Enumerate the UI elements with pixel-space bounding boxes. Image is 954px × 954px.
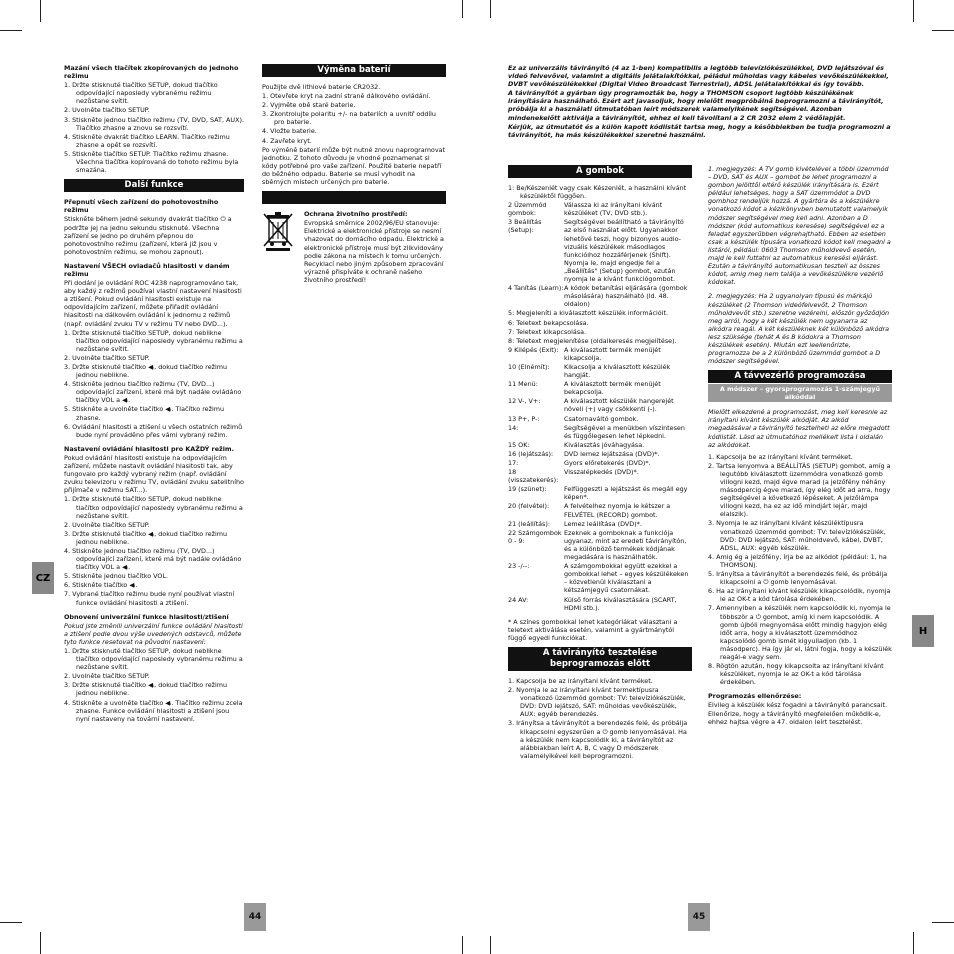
paragraph: Elvileg a készülék kész fogadni a távirányító parancsait. Ellenőrize, hogy a távirányító megfelelően működik-e, ehhez hajtsa végre a 47. oldalon leírt tesztelést.: [708, 701, 888, 726]
button-name: 3 Beállítás (Setup):: [508, 218, 542, 235]
button-description: Segítségével a menükben víszintesen és függőlegesen lehet lépkedni.: [564, 423, 685, 440]
list-item: 2. Tartsa lenyomva a BEÁLLÍTÁS (SETUP) gombot, amíg a legutóbb kiválasztott üzemmódra vonatkozó gomb villogni kezd, majd égve marad (a jelzőfény néhány másodpercig égve marad, így elég időt ad arra, hogy segítségével a következő lépéseket. A jelzőlámpa villogni kezd, ha ez az idő mindjárt lejár, majd elalszik).: [708, 461, 891, 519]
list-item: 6. Ha az irányítani kívánt készülék kikapcsolódik, nyomja le az OK-t a kód tárolása érdekében.: [708, 587, 891, 604]
list-item: 1. Držte stisknuté tlačítko SETUP, dokud neblikne tlačítko odpovídající naposledy vybranému režimu a nezůstane svítit.: [64, 647, 243, 672]
paragraph: Po výměně baterií může být nutné znovu naprogramovat jednotku. Z tohoto důvodu je vhodné poznamenat si kódy potřebné pro vaše zařízení. Použité baterie nepatří do běžného odpadu. Baterie se musí vyhodit na sběrných místech určených pro baterie.: [262, 145, 446, 187]
button-name: 2 Üzemmód gombok:: [508, 201, 547, 218]
button-description: A számgombokkal együtt ezekkel a gombokkal lehet – egyes készülékeken – közvetlenül kiválasztani a kétszámjegyű csatornákat.: [564, 562, 689, 595]
list-item: 7. Vybrané tlačítko režimu bude nyní používat vlastní funkce ovládání hlasitosti a ztišení.: [64, 590, 235, 607]
button-description: Válassza ki az irányítani kívánt készüléket (TV, DVD stb.).: [564, 201, 663, 218]
language-tab-cz: CZ: [32, 562, 54, 594]
paragraph: Pokud jste změnili univerzální funkce ovládání hlasitosti a ztišení podle dvou výše uvedených odstavců, můžete tyto funkce resetovat na původní nastavení:: [64, 621, 243, 646]
list-item: 1. Držte stisknuté tlačítko SETUP, dokud tlačítko odpovídající naposledy vybranému režimu nezůstane svítit.: [64, 81, 218, 106]
button-name: 21 (leállítás):: [508, 519, 551, 528]
list-item: 3. Nyomja le az irányítani kívánt készüléktípusra vonatkozó üzemmód gombot: TV: televíziókészülék, DVD: DVD lejátszó, SAT: műholdvevő, kábel, DVBT, ADSL, AUX: egyéb készülék.: [708, 519, 886, 552]
button-description-list: [508, 184, 692, 612]
list-item: 1. Kapcsolja be az irányítani kívánt terméket.: [708, 452, 853, 461]
list-item: 4. Amig ég a jelzőfény, írja be az alkódot (például: 1, ha THOMSON).: [708, 552, 887, 569]
button-description: DVD lemez lejátszása (DVD)*.: [564, 449, 660, 458]
paragraph: Evropská směrnice 2002/96/EU stanovuje: Elektrické a elektronické přístroje se nesmí vhazovat do domácího odpadu. Elektrické a elektronické přístroje musí být zlikvidovány podle zákona na místech k tomu určených. Recyklací nebo jiným způsobem zpracování výrazně přispíváte k ochraně našeho životního prostředí!: [304, 219, 444, 284]
paragraph: A távirányítót a gyárban úgy programozták be, hogy a THOMSON csoport legtöbb készülékének irányítására használható. Ezért azt javasoljuk, hogy mielőtt megpróbálná beprogramozni a távirányítót, próbálja ki a használati útmutatóban leírt módszerek valamelyikének segítségével. Azonban mindenekelőtt aktiválja a távirányítót, ehhez el kell távolítani a 2 CR 2032 elem 2 védőlapját.: [508, 89, 884, 122]
list-item: 6. Ovládání hlasitosti a ztišení u všech ostatních režimů bude nyní prováděno přes vámi vybraný režim.: [64, 422, 243, 439]
list-item: 1. Držte stisknuté tlačítko SETUP, dokud neblikne tlačítko odpovídající naposledy vybranému režimu a nezůstane svítit.: [64, 328, 243, 353]
list-item: 2. Uvolněte tlačítko SETUP.: [64, 520, 150, 529]
list-item: 4. Vložte baterie.: [262, 127, 317, 136]
button-name: 14:: [508, 423, 519, 432]
list-item: 2. Vyjměte obě staré baterie.: [262, 101, 356, 110]
section-heading: Přepnutí všech zařízení do pohotovostního režimu: [64, 198, 219, 215]
button-name: 9 Kilépés (Exit):: [508, 345, 559, 354]
paragraph: Použijte dvě lithiové baterie CR2032.: [262, 83, 381, 91]
section-bar: Další funkce: [64, 179, 244, 192]
list-item: 2. Uvolněte tlačítko SETUP.: [64, 672, 150, 681]
step-list: [708, 453, 892, 687]
button-description-row: [508, 562, 692, 594]
button-name: 16 (lejátszás):: [508, 449, 554, 458]
button-name: 18 (visszatekerés):: [508, 468, 559, 485]
button-description: Segítségével beállítható a távirányító az első használat előtt. Ugyanakkor lehetővé teszi, hogy bizonyos audio-vizuális készülékek másodlagos funkcióihoz hozzáférjenek (Shift). Nyomja le, majd engedje fel a „Beállítás" (Setup) gombot, ezután nyomja le a kívánt funkciógombot.: [564, 218, 684, 284]
list-item: 3. Držte stisknuté tlačítko ◀ᵢ, dokud tlačítko režimu jednou neblikne.: [64, 363, 228, 380]
button-description: Felfüggeszti a lejátszást és megáll egy képen*.: [564, 485, 688, 502]
section-heading: Nastavení VŠECH ovladačů hlasitosti v daném režimu: [64, 261, 230, 278]
button-description: A kiválasztott készülék hangerejét növeli (+) vagy csökkenti (-).: [564, 397, 674, 414]
list-item: 4. Stiskněte jednou tlačítko režimu (TV, DVD...) odpovídající zařízení, které má být nadále ovládáno tlačítky VOL a ◀ᵢ.: [64, 380, 242, 405]
footnote: * A színes gombokkal lehet kategóriákat választani a teletext aktiválása esetén, valamint a gyártmánytól függő egyedi funkciókat.: [508, 617, 678, 642]
list-item: 5. Stiskněte jednou tlačítko VOL.: [64, 572, 169, 581]
button-description-row: [508, 397, 692, 413]
right-page-intro: [508, 64, 892, 140]
section-bar-empty: [262, 191, 446, 204]
paragraph: Stiskněte během jedné sekundy dvakrát tlačítko ⏻ a podržte jej na jednu sekundu stisknuté. Všechna zařízení se jedno po druhém přepnou do pohotovostního režimu (zařízení, která již jsou v pohotovostním režimu, se mohou zapnout).: [64, 215, 232, 256]
step-list: [64, 647, 244, 723]
crop-mark: [40, 932, 41, 954]
button-description-row: [508, 520, 692, 528]
environment-section: [262, 210, 446, 285]
button-description: A kiválasztott termék menüjét bekapcsolja.: [564, 380, 661, 397]
section-bar: A távirányító tesztelése beprogramozás előtt: [508, 647, 692, 671]
paragraph: Kérjük, az útmutatót és a külön kapott kódlistát tartsa meg, hogy a későbbiekben be tudja programozni a távirányítót, ha más készülékekkel szeretné használni.: [508, 122, 891, 139]
crop-mark: [0, 922, 22, 923]
button-name: 20 (felvétel):: [508, 502, 550, 511]
list-item: 6. Stiskněte tlačítko ◀ᵢ.: [64, 581, 138, 590]
section-heading: Programozás ellenőrzése:: [708, 692, 802, 701]
section-heading: Mazání všech tlačítek zkopírovaných do jednoho režimu: [64, 64, 239, 81]
list-item: 4. Stiskněte a uvolněte tlačítko ◀ᵢ. Tlačítko režimu zcela zhasne. Funkce ovládání hlasitosti a ztišení jsou nyní nastaveny na tovární nastavení.: [64, 698, 243, 723]
step-list: [64, 81, 244, 174]
button-description: Külső forrás kiválasztására (SCART, HDMI stb.).: [564, 595, 677, 612]
section-bar: A távvezérlő programozása: [708, 370, 892, 383]
list-item: 1. Kapcsolja be az irányítani kívánt terméket.: [508, 676, 653, 685]
button-description-row: [508, 380, 692, 396]
crop-mark: [40, 0, 41, 22]
environment-text: [304, 210, 446, 285]
button-name: 12 V-, V+:: [508, 397, 541, 406]
button-name: 10 (Elnémít):: [508, 362, 550, 371]
section-heading: Ochrana životního prostředí:: [304, 210, 408, 219]
button-description: Ezeknek a gomboknak a funkciója ugyanaz, mint az eredeti távirányítón, és a különböző termékek kódjának megadására is használhatók.: [564, 528, 687, 562]
button-name: 4 Tanítás (Learn):: [508, 284, 564, 293]
button-name: 17:: [508, 459, 519, 467]
page-number-right: 45: [688, 903, 710, 931]
note: 1. megjegyzés: A TV gomb kivételével a többi üzemmód – DVD, SAT és AUX – gombot be lehet programozni a gombon jelölttől eltérő készülék irányítására is. Ezért például lehetséges, hogy a SAT üzemmódot a DVD gombhoz rendeljük hozzá. A gyártóra és a készülékre vonatkozó kódot a kézikönyvben bemutatott valamelyik módszer segítségével meg kell adni. Azonban a D módszer (kód automatikus keresése) segítségével ez a feladat egyszerűbben végrehajtható. Ebben az esetben csak a készülék típusára vonatkozó kódot kell megadni a listáról, például: 0603 Thomson műholdvevő esetén, majd le kell futtatni az automatikus keresési eljárást. Ezután a távirányító automatikusan teszteli az összes kódot, amig meg nem találja a vevőkészülékre vezérlő kódokat.: [708, 165, 891, 287]
button-name: 22 Számgombok 0 - 9:: [508, 528, 562, 545]
list-item: 3. Držte stisknuté tlačítko ◀ᵢ, dokud tlačítko režimu jednou neblikne.: [64, 529, 228, 546]
list-item: 2. Uvolněte tlačítko SETUP.: [64, 106, 150, 115]
page-number-left: 44: [244, 903, 266, 931]
list-item: 2. Nyomja le az irányítani kívánt termektípusra vonatkozó üzemmód gombot: TV: televíziókészülék, DVD: DVD lejátszó, SAT: műholdas vevőkészülék, AUX: egyéb berendezés.: [508, 686, 686, 719]
list-item: 1. Otevřete kryt na zadní straně dálkového ovládání.: [262, 92, 431, 101]
button-description: Kikacsolja a kiválasztott készülék hangját.: [564, 362, 671, 380]
crop-mark: [462, 936, 463, 954]
button-description-row: [508, 284, 692, 308]
button-description-row: [508, 201, 692, 217]
button-description-row: [508, 485, 692, 501]
list-item: 5. Irányítsa a távirányítót a berendezés felé, és próbálja kikapcsolni a ⏻ gomb lenyomásával.: [708, 570, 888, 587]
list-item: 5. Stiskněte tlačítko SETUP. Tlačítko režimu zhasne. Všechna tlačítka kopírovaná do tohoto režimu byla smazána.: [64, 149, 239, 175]
button-description: A kódok betanítási eljárására (gombok másolására) használható (ld. 48. oldalon): [564, 284, 688, 309]
section-heading: Obnovení univerzální funkce hlasitosti/ztišení: [64, 612, 229, 621]
section-bar: A gombok: [508, 165, 692, 178]
button-description-row: [508, 468, 692, 484]
list-item: 2. Uvolněte tlačítko SETUP.: [64, 353, 150, 362]
button-name: 15 OK:: [508, 440, 530, 449]
paragraph: Mielőtt elkezdené a programozást, meg kell keresnie az irányítani kívánt készülék alkódját. Az alkód megadásával a távirányító tesztelheti az előre megadott kódlistát. Lásd az útmutatóhoz mellékelt lista I oldalán az alkódokat.: [708, 408, 890, 449]
list-item: 3. Stiskněte jednou tlačítko režimu (TV, DVD, SAT, AUX). Tlačítko zhasne a znovu se rozsvítí.: [64, 115, 244, 132]
button-description: Csatornaváltó gombok.: [564, 414, 639, 423]
button-description-row: [508, 596, 692, 612]
button-description: A kiválasztott termék menüjét kikapcsolja.: [564, 345, 661, 362]
list-item: 4. Zavřete kryt.: [262, 136, 312, 145]
right-page-column-1: [508, 165, 692, 761]
list-item: 5. Stiskněte a uvolněte tlačítko ◀ᵢ. Tlačítko režimu zhasne.: [64, 405, 225, 422]
paragraph: Při dodání je ovládání ROC 4238 naprogramováno tak, aby každý z režimů používal vlastní nastavení hlasitosti a ztišení. Pokud ovládání hlasitosti existuje na odpovídajícím zařízení, můžete přiřadit ovládání hlasitosti na dálkovém ovládání k jednomu z režimů (např. ovládání zvuku TV v režimu TV nebo DVD...).: [64, 279, 242, 328]
step-list: [262, 92, 446, 145]
list-item: 3. Zkontrolujte polaritu +/- na bateriích a uvnitř oddílu pro baterie.: [262, 110, 436, 127]
list-item: 4. Stiskněte dvakrát tlačítko LEARN. Tlačítko režimu zhasne a opět se rozsvítí.: [64, 132, 230, 149]
button-description-row: [508, 529, 692, 561]
step-list: [64, 495, 244, 606]
crop-mark: [932, 30, 954, 31]
language-tab-h: H: [912, 615, 934, 647]
crop-mark: [913, 932, 914, 954]
left-page-column-2: [262, 64, 446, 285]
button-description-row: [508, 424, 692, 440]
crop-mark: [913, 0, 914, 22]
list-item: 3. Držte stisknuté tlačítko ◀ᵢ, dokud tlačítko režimu jednou neblikne.: [64, 681, 228, 698]
button-name: 23 -/--:: [508, 562, 530, 571]
list-item: 4. Stiskněte jednou tlačítko režimu (TV, DVD...) odpovídající zařízení, které má být nadále ovládáno tlačítky VOL a ◀ᵢ.: [64, 546, 242, 572]
left-page-column-1: [64, 64, 244, 724]
list-item: 7. Amennyiben a készülék nem kapcsolódik ki, nyomja le többször a ⏻ gombot, amíg ki nem kapcsolódik. A gomb újbóli megnyomása előtt mindig hagyjon elég időt arra, hogy a kiválasztott üzemmódhoz kapcsolódó gomb ismét kigyulladjon (kb. 1 másodperc). Ha így jár el, látni fogja, hogy a készülék reagál-e vagy sem.: [708, 604, 892, 661]
button-name: 19 (szünet):: [508, 485, 547, 494]
button-description-row: [508, 502, 692, 518]
button-description: A felvételhez nyomja le kétszer a FELVÉTEL (RECORD) gombot.: [564, 502, 671, 519]
button-description: Kiválasztás jóváhagyása.: [564, 440, 645, 449]
button-description: Lemez leállítása (DVD)*.: [564, 519, 642, 528]
button-description-row: 6: Teletext bekapcsolása.: [508, 318, 589, 327]
crop-mark: [932, 922, 954, 923]
subsection-bar: A módszer – gyorsprogramozás 1-számjegyű alkóddal: [708, 384, 892, 402]
button-description: Gyors előretekerés (DVD)*.: [564, 459, 651, 467]
crop-mark: [490, 936, 491, 954]
button-description: Visszalépkedés (DVD)*.: [564, 468, 639, 477]
button-name: 11 Menü:: [508, 380, 538, 389]
button-description-row: [508, 459, 692, 467]
list-item: 1. Držte stisknuté tlačítko SETUP, dokud neblikne tlačítko odpovídající naposledy vybranému režimu a nezůstane svítit.: [64, 495, 243, 520]
list-item: 3. Irányítsa a távirányítót a berendezés felé, és próbálja kikapcsolni egyszerűen a ⏻ gomb lenyomásával. Ha a készülék nem kapcsolódik ki, a távirányítót az alábbiakban leírt A, B, C vagy D módszerek valamelyikével kell beprogramozni.: [508, 719, 688, 760]
button-description-row: 1: Be/Készenlét vagy csak Készenlét, a használni kívánt készüléktől függően.: [508, 184, 687, 201]
paragraph: Ez az univerzális távirányító (4 az 1-ben) kompatibilis a legtöbb televíziókészülékkel, DVD lejátszóval és videó felvevővel, valamint a digitális jelátalakítókkal, péládul műholdas vagy kábeles vevőkészülékekkel, DVBT vevőkészülékekkel (Digital Video Broadcast Terrestrial), ADSL jelátalakítókkal és így tovább.: [508, 64, 889, 89]
section-heading: Nastavení ovládání hlasitosti pro KAŽDÝ režim.: [64, 444, 235, 453]
button-description-row: 7: Teletext kikapcsolása.: [508, 327, 587, 336]
button-description-row: 5: Megjeleníti a kiválasztott készülék információit.: [508, 309, 668, 318]
button-description-row: [508, 218, 692, 283]
crop-mark: [490, 0, 491, 18]
button-name: 24 AV:: [508, 595, 529, 604]
step-list: [508, 677, 692, 760]
button-description-row: 8: Teletext megjelenítése (oldalkeresés megjelítése).: [508, 336, 677, 345]
button-description-row: [508, 450, 692, 458]
note: 2. megjegyzés: Ha 2 ugyanolyan típusú és márkájú készüléket (2 Thomson videófelvevőt, 2 Thomson műholdvevőt stb.) szeretne vezérelni, először győződjön meg arról, hogy a két készülék nem ugyanarra az alkódra reagál. A két készüléknek két különböző alkódra lesz szüksége (tehát A és B kódokra a Thomson készülékek esetén). Miután ezt leellenőrizte, programozza be a 2 különböző üzemmód gombot a D módszer segítségével.: [708, 292, 890, 366]
button-description-row: [508, 346, 692, 362]
paragraph: Pokud ovládání hlasitosti existuje na odpovídajícím zařízení, můžete nastavit ovládání hlasitosti tak, aby fungovalo pro každý vybraný režim (např. ovládání zvuku televizoru v režimu TV, ovládání zvuku satelitního přijímače v režimu SAT...).: [64, 453, 244, 495]
button-name: 13 P+, P-:: [508, 414, 540, 423]
weee-bin-icon: [262, 210, 294, 252]
section-bar: Výměna baterií: [262, 64, 446, 77]
crop-mark: [462, 0, 463, 18]
step-list: [64, 329, 244, 439]
button-description-row: [508, 441, 692, 449]
crop-mark: [0, 30, 22, 31]
button-description-row: [508, 363, 692, 379]
list-item: 8. Rögtön azután, hogy kikapcsolta az irányítani kívánt készüléket, nyomja le az OK-t a kód tárolása érdekében.: [708, 662, 884, 687]
button-description-row: [508, 415, 692, 423]
right-page-column-2: [708, 165, 892, 727]
